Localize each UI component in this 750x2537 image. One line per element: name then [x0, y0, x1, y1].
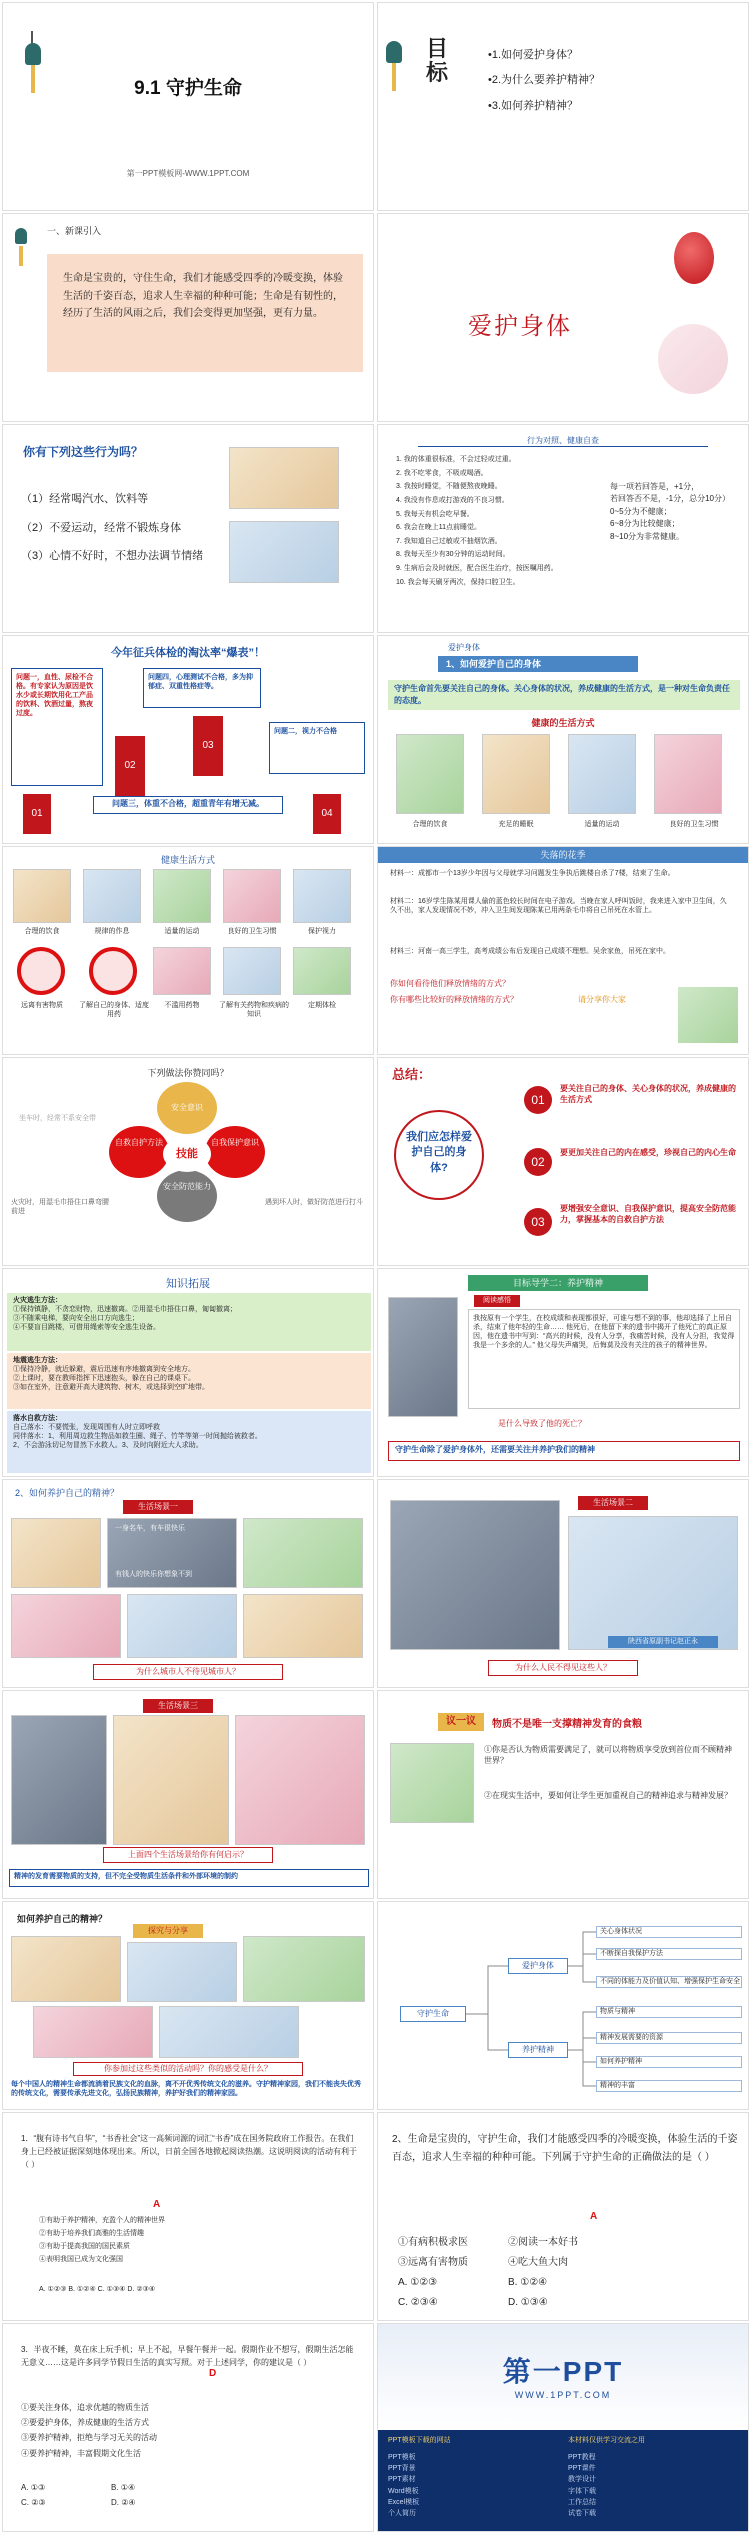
fire-escape-line: ①保持镇静，不贪恋财物，迅速撤离。②用湿毛巾捂住口鼻，匍匐撤离； [13, 1306, 237, 1314]
quiz-option: ②有助于培养我们高雅的生活情趣 [39, 2229, 144, 2237]
water-rescue-line: 自己落水：不要慌张，发现周围有人时立即呼救 [13, 1424, 160, 1432]
summary-num: 01 [524, 1086, 552, 1114]
slide-behaviors[interactable] [2, 424, 374, 633]
scene-tag: 生活场景一 [123, 1500, 193, 1514]
section-label: 一、新课引入 [47, 226, 102, 236]
lifestyle-icon [83, 869, 141, 923]
objectives-list [488, 43, 600, 119]
slide-care-body[interactable] [377, 213, 749, 422]
explore-answer: 每个中国人的精神生命都流淌着民族文化的血脉，离不开优秀传统文化的滋养。守护精神家园，我们不能丧失优秀的传统文化，需要传承先进文化，弘扬民族精神，养护好我们的精神家园。 [11, 2081, 361, 2098]
lifestyle-icon-label: 适量的运动 [164, 928, 200, 935]
credits-link[interactable]: PPT课件 [568, 2465, 596, 2473]
fire-escape [7, 1293, 371, 1351]
quiz-choice: C. ②③ [21, 2498, 46, 2508]
water-rescue-line: 同伴落水：1、利用周边救生物品如救生圈、绳子、竹竿等第一时间抛给被救者。 [13, 1433, 262, 1441]
mindmap-leaf: 精神的丰富 [596, 2080, 742, 2092]
material-three: 材料三：河南一高三学生，高考成绩公布后发现自己成绩不理想。吴余家鱼，吊死在家中。 [390, 948, 670, 955]
slide-scene-three[interactable] [2, 1690, 374, 1899]
no-drugs-icon [89, 947, 137, 995]
scene-caption: 上面四个生活场景给你有何启示？ [103, 1847, 273, 1863]
medicine-image [153, 947, 211, 995]
quiz-option: ③远离有害物质 [398, 2257, 468, 2268]
objective-item: •1.如何爱护身体？ [488, 49, 579, 61]
discuss-point: ①你是否认为物质需要满足了，就可以将物质享受放到首位而不顾精神世界？ [484, 1745, 732, 1765]
share-tag: 请分享你大家 [578, 995, 626, 1004]
problem-three: 问题四，心理测试不合格，多为抑郁症、双重性格症等。 [143, 668, 261, 708]
lantern-icon [674, 232, 714, 284]
slide-scene-one[interactable] [2, 1479, 374, 1688]
slide-knowledge[interactable] [2, 1268, 374, 1477]
summary-item: 要增强安全意识、自我保护意识，提高安全防范能力，掌握基本的自救自护方法 [560, 1204, 736, 1224]
bell-icon [15, 228, 27, 244]
lifestyle-icon-label: 了解自己的身体、适度用药 [79, 1002, 149, 1019]
arrow-03: 03 [193, 716, 223, 776]
fire-escape-line: ④不要盲目跳楼，可借用绳索等安全逃生设备。 [13, 1324, 160, 1332]
petal-self-rescue: 自救自护方法 [109, 1126, 169, 1178]
checklist-item: 9. 生病后会及时就医，配合医生治疗，按医嘱用药。 [396, 565, 558, 573]
quiz-options [39, 2215, 165, 2267]
knowledge-image [223, 947, 281, 995]
discuss-point: ②在现实生活中，要如何让学生更加重视自己的精神追求与精神发展？ [484, 1791, 732, 1800]
slide-intro[interactable] [2, 213, 374, 422]
lifestyle-icon-label: 远离有害物质 [21, 1002, 63, 1009]
mindmap-leaf: 不同的体能力及价值认知、增强保护生命安全 [596, 1976, 742, 1988]
objectives-title: 目标 [426, 36, 449, 86]
lifestyle-image [482, 734, 550, 814]
credits-link[interactable]: 工作总结 [568, 2498, 596, 2506]
behavior-item: （3）心情不好时，不想办法调节情绪 [21, 550, 204, 563]
lifestyle-image [396, 734, 464, 814]
scene-image [243, 1594, 363, 1658]
summary-num: 03 [524, 1208, 552, 1236]
quiz-stem: 1．“腹有诗书气自华”，“书香社会”这一高频词源的词汇“书香”成在国务院政府工作报告。在我们身上已经被证据深刻地体现出来。所以，日前全国各地掀起阅读热潮。这说明阅读的活动有利于（ ） [21, 2134, 357, 2169]
scene-title: 2、如何养护自己的精神？ [15, 1488, 120, 1498]
quiz-option: ④表明我国已成为文化强国 [39, 2255, 123, 2263]
explore-image [159, 2006, 299, 2058]
skills-note: 坐车时，经常不系安全带 [19, 1115, 96, 1122]
slide-enlistment[interactable] [2, 635, 374, 844]
quake-escape-line: ②上课时，要在教师指挥下迅速抱头，躲在自己的课桌下。 [13, 1375, 195, 1383]
explore-question: 你参加过这些类似的活动吗？你的感受是什么？ [73, 2062, 303, 2076]
quiz-answer: A [590, 2211, 598, 2222]
credits-link[interactable]: PPT教程 [568, 2454, 596, 2461]
slide-title-text: 9.1 守护生命 [134, 78, 242, 99]
quiz-choice: B. ①④ [111, 2483, 136, 2492]
scene-tag: 生活场景三 [143, 1699, 213, 1713]
lifestyle-icon [223, 869, 281, 923]
slide-spirit-reading[interactable] [377, 1268, 749, 1477]
objective-item: •2.为什么要养护精神？ [488, 74, 601, 87]
quiz-stem: 2、生命是宝贵的，守护生命，我们才能感受四季的冷暖变换，体验生活的千姿百态，追求人生幸福的种种可能。下列属于守护生命的正确做法的是（ ） [392, 2134, 738, 2163]
slide-quiz-two[interactable] [377, 2112, 749, 2321]
score-rule: 0~5分为不健康； [610, 506, 672, 516]
mindmap-leaf: 物质与精神 [596, 2006, 742, 2018]
credits-link[interactable]: 个人简历 [388, 2509, 416, 2517]
credits-right-head: 本材料仅供学习交流之用 [568, 2437, 645, 2444]
lifestyle-icon-label: 良好的卫生习惯 [227, 928, 277, 935]
scene-image [243, 1518, 363, 1588]
tassel-icon [19, 246, 23, 266]
credits-footer [378, 2430, 748, 2532]
reading-question: 是什么导致了他的死亡？ [498, 1419, 586, 1428]
scene-tag: 生活场景二 [578, 1496, 648, 1510]
quiz-answer: D [209, 2368, 217, 2379]
sad-boy-image [388, 1297, 458, 1417]
slide-healthy-lifestyle[interactable] [377, 635, 749, 844]
reading-answer: 守护生命除了爱护身体外，还需要关注并养护我们的精神 [388, 1441, 740, 1461]
checklist-item: 4. 我没有作息或打游戏的不良习惯。 [396, 496, 509, 504]
checklist-item: 3. 我按时睡觉，不随便熬夜晚睡。 [396, 483, 502, 491]
tassel-icon [392, 63, 396, 91]
summary-num: 02 [524, 1148, 552, 1176]
arrow-02: 02 [115, 736, 145, 796]
lifestyle-icon-label: 合理的饮食 [24, 928, 60, 935]
checklist-header: 行为对照、健康自查 [418, 435, 708, 447]
quiz-option: ①有助于养护精神，充盈个人的精神世界 [39, 2217, 165, 2224]
reading-text: 我按原有一个学生，在校成绩和表现都很好，可谁与想不到的事，他却选择了上吊自杀，结束了他年轻的生命…… 他死后，在他留下来的遗书中揭开了他死亡的真正原因，他在遗书中写到：“高兴的时候，没有人分享，我痛苦时候，没有人分担，我觉得我是一个多余的人。” 他父母失声痛哭，后悔莫及没有关注的孩子的精神世界。 [468, 1309, 740, 1409]
lifestyle-text: 守护生命首先要关注自己的身体。关心身体的状况，养成健康的生活方式，是一种对生命负责任的态度。 [388, 680, 740, 710]
quiz-option: ④要养护精神，丰富假期文化生活 [21, 2448, 141, 2458]
checklist-item: 8. 我每天至少有30分钟的运动时间。 [396, 551, 510, 559]
quiz-option: ②阅读一本好书 [508, 2237, 578, 2248]
summary-title: 总结： [392, 1067, 432, 1082]
lifestyle-icon-label: 不滥用药物 [164, 1002, 200, 1009]
lifestyle-label: 良好的卫生习惯 [669, 821, 719, 828]
problem-two: 问题三，体重不合格，超重青年有增无减。 [93, 796, 283, 814]
mindmap-root: 守护生命 [400, 2006, 466, 2022]
slide-quiz-three[interactable] [2, 2323, 374, 2532]
lifestyle-image [568, 734, 636, 814]
lifestyle-icons-title: 健康生活方式 [160, 855, 215, 865]
lost-youth-title: 失落的花季 [378, 847, 748, 863]
score-rules [610, 481, 738, 543]
behaviors-list [21, 485, 203, 571]
intro-text: 生命是宝贵的，守住生命，我们才能感受四季的冷暖变换，体验生活的千姿百态，追求人生幸福的种种可能；生命是有韧性的，经历了生活的风雨之后，我们会变得更加坚强，更有力量。 [47, 254, 363, 372]
lifestyle-icon [293, 869, 351, 923]
knowledge-title: 知识拓展 [166, 1278, 210, 1290]
fire-escape-line: ③不随乘电梯，要向安全出口方向逃生； [13, 1315, 139, 1323]
lifestyle-icon-label: 了解有关药物和疾病的知识 [219, 1002, 289, 1019]
score-rule: 每一项若回答是，+1分， [610, 482, 700, 491]
mindmap-leaf: 如何养护精神 [596, 2056, 742, 2068]
lifestyle-image [654, 734, 722, 814]
checklist-item: 2. 我不吃零食，不吸或喝酒。 [396, 469, 488, 477]
skills-note: 火灾时，用湿毛巾捂住口鼻弯腰前进 [11, 1199, 109, 1216]
scene-caption: 为什么人民不得见这些人？ [488, 1660, 638, 1676]
slide-checklist[interactable] [377, 424, 749, 633]
petal-safety: 安全意识 [157, 1082, 217, 1134]
quiz-options [398, 2233, 728, 2313]
quiz-answer: A [153, 2199, 161, 2210]
behavior-illustration [229, 521, 339, 583]
water-rescue-head: 落水自救方法： [13, 1415, 62, 1422]
lifestyle-label: 充足的睡眠 [498, 821, 534, 828]
checklist-item: 1. 我的体重很标准，不会过轻或过重。 [396, 456, 516, 463]
section-heading: 1、如何爱护自己的身体 [438, 656, 638, 672]
credits-links-left [388, 2452, 419, 2519]
scene-image [127, 1594, 237, 1658]
discuss-title: 物质不是唯一支撑精神发育的食粮 [492, 1719, 642, 1730]
scene-image [11, 1594, 121, 1658]
quiz-option: ④吃大鱼大肉 [508, 2257, 568, 2268]
credits-logo: 第一PPT [502, 2356, 624, 2387]
behaviors-title: 你有下列这些行为吗？ [23, 445, 144, 459]
quiz-choice: A. ①②③ [398, 2277, 438, 2288]
skills-center: 技能 [163, 1136, 211, 1172]
summary-item: 要关注自己的身体、关心身体的状况，养成健康的生活方式 [560, 1084, 736, 1104]
arrow-01: 01 [23, 794, 51, 834]
quiz-option: ①有病积极求医 [398, 2237, 468, 2248]
scene-label: 陕西省原副书记赵正永 [608, 1636, 718, 1648]
quake-escape-head: 地震逃生方法： [13, 1357, 62, 1364]
checklist-item: 5. 我每天有机会吃早餐。 [396, 510, 474, 518]
credits-link[interactable]: 教学设计 [568, 2476, 596, 2484]
water-rescue [7, 1411, 371, 1473]
slide-title[interactable] [2, 2, 374, 211]
bell-icon [25, 43, 41, 65]
credits-link[interactable]: PPT素材 [388, 2476, 416, 2484]
lifestyle-subtitle: 健康的生活方式 [531, 718, 595, 728]
score-rule: 8~10分为非常健康。 [610, 531, 685, 541]
discuss-tag: 议一议 [438, 1713, 484, 1731]
summary-item: 要更加关注自己的内在感受，珍视自己的内心生命 [560, 1148, 736, 1157]
slide-credits[interactable] [377, 2323, 749, 2532]
behavior-item: （1）经常喝汽水、饮料等 [21, 493, 149, 505]
slide-summary[interactable] [377, 1057, 749, 1266]
material-one: 材料一：成都市一个13岁少年因与父母就学习问题发生争执后跳楼自杀了7楼，结束了生命。 [390, 870, 675, 877]
scene-image [11, 1715, 107, 1845]
question-two: 你有哪些比较好的释放情绪的方式？ [390, 995, 518, 1004]
problem-one: 问题一，血性、尿检不合格。有专家认为原因是饮水少或长期饮用化工产品的饮料、饮酒过量，熬夜过度。 [11, 668, 103, 786]
checklist-item: 7. 我知道自己过敏或不抽烟饮酒。 [396, 537, 502, 545]
scene-conclusion: 精神的发育需要物质的支持，但不完全受物质生活条件和外部环境的制约 [9, 1869, 369, 1887]
petal-prevention: 安全防范能力 [157, 1170, 217, 1222]
scene-caption: 为什么城市人不待见城市人？ [93, 1664, 283, 1680]
quake-escape [7, 1353, 371, 1409]
lifestyle-label: 适量的运动 [584, 821, 620, 828]
quiz-choice: A. ①③ [21, 2483, 46, 2492]
credits-link[interactable]: Excel模板 [388, 2498, 420, 2506]
reading-label: 阅读感悟 [474, 1295, 520, 1307]
lifestyle-icon-label: 定期体检 [308, 1002, 336, 1009]
slide-mindmap[interactable] [377, 1901, 749, 2110]
quake-escape-line: ③如在室外，注意避开高大建筑物、树木，或选择到空旷地带。 [13, 1384, 209, 1392]
explore-image [243, 1936, 365, 2002]
slide-footer: 第一PPT模板网-WWW.1PPT.COM [126, 169, 250, 178]
quiz-option: ③要养护精神，拒绝与学习无关的活动 [21, 2433, 157, 2443]
quiz-choice: D. ②④ [111, 2498, 136, 2508]
credits-left-head: PPT模板下载的网站 [388, 2437, 451, 2444]
scene-image [568, 1516, 738, 1650]
enlistment-title: 今年征兵体检的淘汰率“爆表”！ [111, 647, 265, 659]
material-two: 材料二：16岁学生陈某用课人偷的蓝色较长时间在电子游戏。当晚在家人呼叫饭时，我来进入家中卫生间，久久不出，家人发现情况不妙，冲入卫生间发现陈某已用两条毛巾将自己吊死在水管上。 [390, 898, 727, 915]
credits-link[interactable]: Word模板 [388, 2487, 419, 2495]
mindmap-leaf: 关心身体状况 [596, 1926, 742, 1938]
explore-title: 如何养护自己的精神？ [17, 1914, 108, 1924]
scene-image [390, 1500, 560, 1650]
slide-lifestyle-icons[interactable] [2, 846, 374, 1055]
water-rescue-line: 2、不会游泳切记勿冒然下水救人。3、及时向附近大人求助。 [13, 1442, 203, 1450]
slide-objectives[interactable] [377, 2, 749, 211]
scene-quote: 有钱人的快乐你想象不到 [115, 1571, 192, 1578]
objective-item: •3.如何养护精神？ [488, 99, 579, 112]
slide-scene-two[interactable] [377, 1479, 749, 1688]
scene-quote: 一身名车，有车很快乐 [115, 1525, 185, 1532]
bell-icon [386, 41, 402, 63]
section-tag: 爱护身体 [448, 643, 480, 652]
quiz-choices [21, 2480, 241, 2510]
lifestyle-icon-label: 保护视力 [308, 928, 336, 935]
scene-image [235, 1715, 365, 1845]
scene-image [113, 1715, 229, 1845]
credits-url: WWW.1PPT.COM [514, 2390, 612, 2400]
slide-discuss[interactable] [377, 1690, 749, 1899]
checklist-items [396, 453, 596, 589]
discuss-image [390, 1743, 474, 1823]
summary-question: 我们应怎样爱护自己的身体? [394, 1110, 484, 1200]
quiz-choices: A. ①②③ B. ①②④ C. ①③④ D. ②③④ [39, 2286, 156, 2293]
arrow-04: 04 [313, 794, 341, 834]
explore-image [127, 1942, 237, 2002]
skills-note: 遇到坏人时，做好防范进行打斗 [265, 1199, 363, 1206]
explore-tag: 探究与分享 [133, 1924, 203, 1938]
plant-image [678, 987, 738, 1043]
problem-four: 问题二，视力不合格 [269, 722, 365, 774]
lifestyle-icon-label: 规律的作息 [94, 928, 130, 935]
mindmap-branch: 爱护身体 [508, 1958, 568, 1974]
checklist-item: 6. 我会在晚上11点前睡觉。 [396, 524, 482, 532]
slide-explore[interactable] [2, 1901, 374, 2110]
quiz-choice: D. ①③④ [508, 2297, 548, 2308]
scene-image [11, 1518, 101, 1588]
spirit-tag: 目标导学二：养护精神 [468, 1275, 648, 1291]
quiz-option: ①要关注身体，追求优越的物质生活 [21, 2403, 149, 2412]
slide-lost-youth[interactable] [377, 846, 749, 1055]
credits-link[interactable]: 试卷下载 [568, 2509, 596, 2517]
quiz-options [21, 2400, 157, 2461]
question-one: 你如何看待他们释放情绪的方式？ [390, 979, 510, 988]
quiz-choice: B. ①②④ [508, 2277, 548, 2288]
care-body-title: 爱护身体 [468, 313, 572, 340]
slide-quiz-one[interactable] [2, 2112, 374, 2321]
credits-link[interactable]: 字体下载 [568, 2487, 596, 2495]
blossom-image [658, 324, 728, 394]
lifestyle-label: 合理的饮食 [412, 821, 448, 828]
credits-link[interactable]: PPT模板 [388, 2454, 416, 2461]
lifestyle-icon [13, 869, 71, 923]
no-smoking-icon [17, 947, 65, 995]
credits-links-right [568, 2452, 596, 2519]
explore-image [11, 1936, 121, 2002]
fire-escape-head: 火灾逃生方法： [13, 1297, 62, 1304]
quiz-option: ②要爱护身体，养成健康的生活方式 [21, 2418, 149, 2428]
quiz-stem: 3．半夜不睡，莫在床上玩手机；早上不起，早餐午餐并一起。假期作业不想写，假期生活怎能无意义……这是许多同学节假日生活的真实写照。对于上述同学，你的建议是（ ） [21, 2345, 354, 2367]
skills-title: 下列做法你赞同吗？ [147, 1068, 229, 1078]
quiz-option: ③有助于提高我国的国民素质 [39, 2242, 130, 2250]
checkup-image [293, 947, 351, 995]
mindmap-leaf: 不断探自我保护方法 [596, 1948, 742, 1960]
petal-self-protection: 自我保护意识 [205, 1126, 265, 1178]
checklist-item: 10. 我会每天刷牙两次，保持口腔卫生。 [396, 578, 520, 586]
credits-link[interactable]: PPT背景 [388, 2465, 416, 2473]
score-rule: 若回答否不是，-1分，总分10分） [610, 494, 731, 504]
lifestyle-icon [153, 869, 211, 923]
mindmap-leaf: 精神发展需要的资源 [596, 2032, 742, 2044]
quiz-choice: C. ②③④ [398, 2297, 438, 2308]
mindmap-branch: 养护精神 [508, 2042, 568, 2058]
behavior-illustration [229, 447, 339, 509]
score-rule: 6~8分为比较健康； [610, 519, 680, 529]
quake-escape-line: ①保持冷静，就近躲避，震后迅速有序地撤离到安全地方。 [13, 1366, 195, 1374]
behavior-item: （2）不爱运动，经常不锻炼身体 [21, 521, 182, 534]
explore-image [33, 2006, 153, 2058]
slide-skills[interactable] [2, 1057, 374, 1266]
